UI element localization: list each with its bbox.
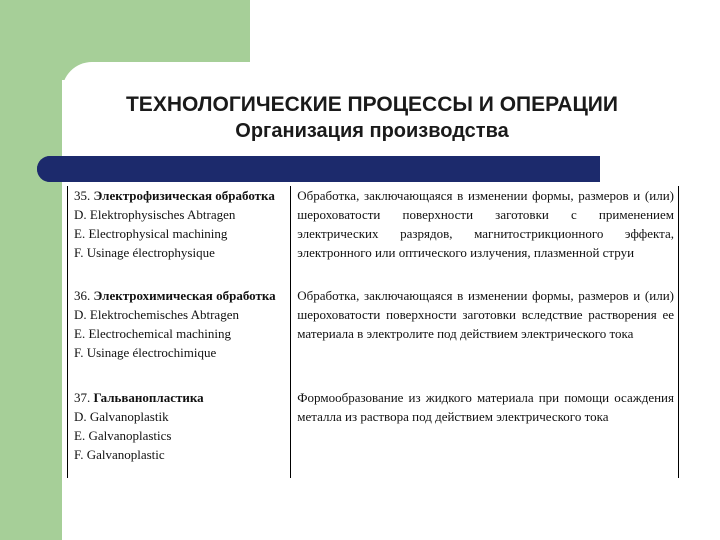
definition-cell: Обработка, заключающаяся в изменении формы, размеров и (или) шероховатости поверхности заготовки вследствие растворения ее материала в электролите под действием электрического тока — [290, 286, 679, 388]
term-cell — [67, 286, 283, 388]
terms-table — [67, 186, 679, 478]
term-en: E. Galvanoplastics — [74, 428, 172, 443]
term-number: 35. — [74, 188, 91, 203]
term-number: 37. — [74, 390, 91, 405]
definition-cell: Формообразование из жидкого материала при помощи осаждения металла из раствора под действием электрического тока — [290, 388, 679, 478]
term-ru: Электрохимическая обработка — [93, 288, 276, 303]
slide-subtitle: Организация производства — [235, 120, 509, 142]
decor-navy-bar — [37, 156, 600, 182]
term-fr: F. Usinage électrochimique — [74, 345, 217, 360]
term-de: D. Elektrochemisches Abtragen — [74, 307, 239, 322]
term-ru: Электрофизическая обработка — [93, 188, 275, 203]
term-de: D. Elektrophysisches Abtragen — [74, 207, 236, 222]
term-de: D. Galvanoplastik — [74, 409, 169, 424]
term-fr: F. Usinage électrophysique — [74, 245, 215, 260]
definition-cell: Обработка, заключающаяся в изменении формы, размеров и (или) шероховатости поверхности заготовки с применением электрических разрядов, магнитострикционного эффекта, электронного или оптического излучения, плазменной струи — [290, 186, 679, 286]
table-row — [67, 286, 679, 388]
table-row — [67, 186, 679, 286]
term-cell — [67, 388, 283, 478]
slide-title: ТЕХНОЛОГИЧЕСКИЕ ПРОЦЕССЫ И ОПЕРАЦИИ — [125, 93, 618, 116]
term-fr: F. Galvanoplastic — [74, 447, 165, 462]
term-en: E. Electrochemical machining — [74, 326, 232, 341]
table-row — [67, 388, 679, 478]
term-ru: Гальванопластика — [93, 390, 204, 405]
term-en: E. Electrophysical machining — [74, 226, 228, 241]
term-number: 36. — [74, 288, 91, 303]
term-cell — [67, 186, 283, 286]
decor-green-sidebar — [0, 0, 62, 540]
